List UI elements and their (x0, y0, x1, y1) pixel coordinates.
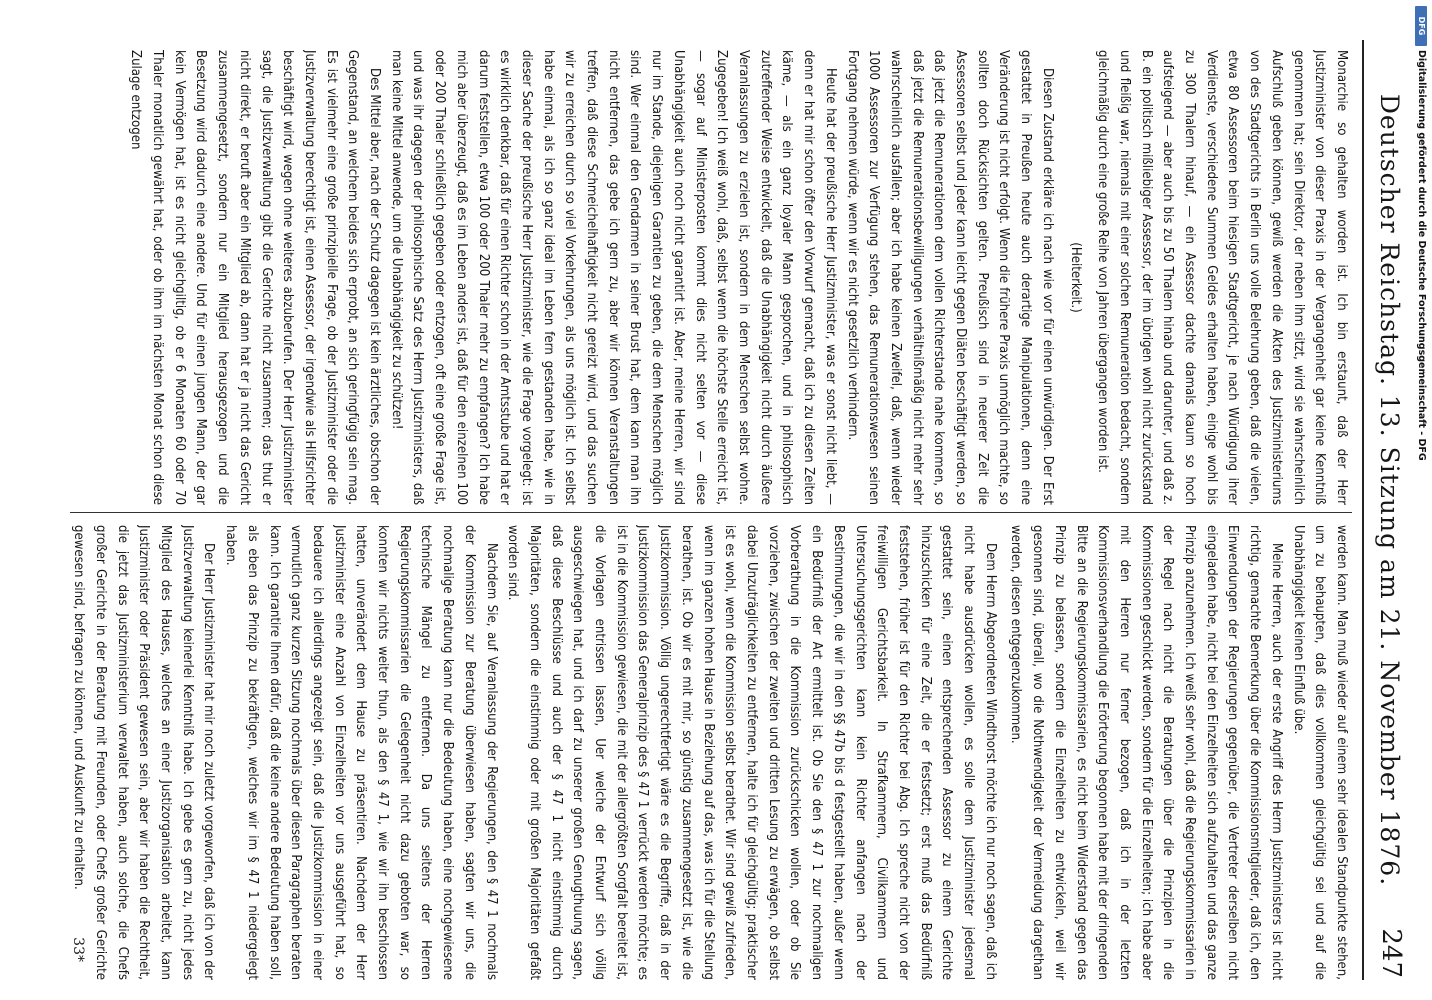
page-title: Deutscher Reichstag. 13. Sitzung am 21. November 1876. (1375, 93, 1404, 887)
sheet-signature: 33* (70, 937, 86, 962)
right-text-column (65, 525, 1352, 980)
dfg-logo-badge (1415, 6, 1427, 46)
column-divider (70, 512, 1352, 513)
paragraph: Meine Herren, auch der erste Angriff des Herrn Justizministers ist nicht richtig, gemachte Bemerkung über die Kommissionsmitglieder, daß ich, den Einwendungen der Regierungen gegenüber, die Vertreter derselben nicht eingeladen habe, nicht bei den Einzelheiten sich aufzuhalten und das ganze Prinzip anzunehmen. Ich weiß sehr wohl, daß die Regierungskommissarien in der Regel nach nicht die Beratungen über die Prinzipien in die Kommissionen geschickt werden, sondern für die Einzelheiten; ich habe aber mit den Herren nur ferner bezogen, daß ich in der letzten Kommissionsverhandlung die Erörterung begonnen habe mit der dringenden Bitte an die Regierungskommissarien, es nicht beim Widerstand gegen das Prinzip zu belassen, sondern die Einzelheiten zu entwickeln, weil wir gesonnen sind, überall, wo die Nothwendigkeit der Vermeidung dargethan werden, diesen entgegenzukommen. (1008, 525, 1284, 980)
digitization-credit-text: Digitalisierung gefördert durch die Deutsche Forschungsgemeinschaft - DFG (1416, 50, 1427, 461)
paragraph: Der Herr Justizminister hat mir noch zuletzt vorgeworfen, daß ich von der Justizverwaltung keinerlei Kenntniß habe. Ich gebe es gern zu, nicht jedes Mitglied des Hauses, welches an einer Justizorganisation arbeitet, kann Justizminister oder Präsident gewesen sein, aber wir haben die Rechtheit, die jetzt das Justizministerium verwaltet haben, auch solche, die Chefs großer Gerichte in der Beratung mit Freunden, oder Chefs großer Gerichte gewesen sind, befragen zu können, und Auskunft zu erhalten. (71, 525, 217, 980)
paragraph: Monarchie so gehalten worden ist. Ich bin erstaunt, daß der Herr Justizminister von dieser Praxis in der Vergangenheit gar keine Kenntniß genommen hat; sein Direktor, der neben ihm sitzt, wird sie wahrscheinlich Aufschluß geben können, gewiß werden die Akten des Justizministeriums von des Stadtgerichts in Berlin uns volle Belehrung geben, daß die vielen, etwa 80 Assessoren beim hiesigen Stadtgericht, je nach Würdigung ihrer Verdienste, verschiedene Summen Geldes erhalten haben, einige wohl bis zu 300 Thalern hinauf, — ein Assessor dachte damals kaum so hoch aufsteigend — aber auch bis zu 50 Thalern hinab und darunter, und daß z. B. ein politisch mißliebiger Assessor, der im übrigen wohl nicht zurückstand und fleißig war, niemals mit einer solchen Remuneration bedacht, sondern gleichmäßig durch eine große Reihe von Jahren übergangen worden ist. (1095, 50, 1349, 505)
dfg-logo-text: DFG (1417, 16, 1426, 36)
page-number: 247 (1376, 928, 1406, 978)
paragraph: Diesen Zustand erkläre ich nach wie vor für einen unwürdigen. Der Erst gestattet in Preußen heute auch derartige Manipulationen, denn eine Veränderung ist nicht erfolgt. Wenn die frühere Praxis unmöglich machte, so sollten doch Rücksichten gelten. Preußisch sind in neuerer Zeit die Assessoren selbst und jeder kann leicht gegen Diäten beschäftigt werden, so daß jetzt die Remunerationen dem vollen Richterstande nahe kommen, so daß jetzt die Remunerationsbewilligungen verhältnißmäßig nicht mehr sehr wahrscheinlich ausfallen; aber ich habe keinen Zweifel, daß, wenn wieder 1000 Assessoren zur Verfügung stehen, das Remunerationswesen seinen Fortgang nehmen würde, wenn wir es nicht gesetzlich verhindern. (844, 50, 1055, 505)
left-text-column (65, 50, 1352, 505)
paragraph: werden kann. Man muß wieder auf einem sehr idealen Standpunkte stehen, um zu behaupten, daß dies vollkommen gleichgültig sei und auf die Unabhängigkeit keinen Einfluß übe. (1290, 525, 1349, 980)
paragraph: Heute hat der preußische Herr Justizminister, was er sonst nicht liebt, — denn er hat mir schon öfter den Vorwurf gemacht, daß ich zu diesen Zeiten käme, — als ein ganz loyaler Mann gesprochen, und in philosophisch zutreffender Weise entwickelt, daß die Unabhängigkeit nicht durch äußere Veranlassungen zu erzielen ist, sondern in dem Menschen selbst wohne. Zugegeben! Ich weiß wohl, daß, selbst wenn die höchste Stelle erreicht ist, — sogar auf Ministerposten kommt dies nicht selten vor — diese Unabhängigkeit auch noch nicht garantirt ist. Aber, meine Herren, wir sind nur im Stande, diejenigen Garantien zu geben, die dem Menschen möglich sind. Wer einmal den Gendarmen in seiner Brust hat, dem kann man ihn nicht entfernen, das gebe ich gern zu, aber wir können Veranstaltungen treffen, daß diese Schmeichelhaftigkeit nicht gereizt wird, und das suchen wir zu erreichen durch so viel Vorkehrungen, als uns möglich ist. Ich selbst habe einmal, als ich so ganz ideal im Leben fern gestanden habe, wie in dieser Sache der preußische Herr Justizminister, wie die Frage vorgelegt: ist es wirklich denkbar, daß für einen Richter schon in der Amtsstube und hat er darum feststellen, etwa 100 oder 200 Thaler mehr zu empfangen? Ich habe mich aber überzeugt, daß es im Leben anders ist, daß für den einzelnen 100 oder 200 Thaler schließlich gegeben oder entzogen, oft eine große Frage ist, und was ihr dagegen der philosophische Satz des Herrn Justizministers, daß man keine Mittel anwende, um die Unabhängigkeit zu schützen! (388, 50, 838, 505)
paragraph: Nachdem Sie, auf Veranlassung der Regierungen, den § 47 1 nochmals der Kommission zur Beratung überwiesen haben, sagten wir uns, die nochmalige Beratung kann nur die Bedeutung haben, eine nochgewiesene technische Mängel zu entfernen. Da uns seitens der Herren Regierungskommissarien die Gelegenheit nicht dazu geboten war, so konnten wir nichts weiter thun, als den § 47 1, wie wir ihn beschlossen hatten, unverändert dem Hause zu präsentiren. Nachdem der Herr Justizminister eine Anzahl von Einzelheiten vor uns ausgeführt hat, so bedauere ich allerdings angezeigt sein, daß die Justizkommission in einer vermutlich ganz kurzen Sitzung nochmals über diesen Paragraphen beraten kann. Ich garantire Ihnen dafür, daß die keine andere Bedeutung haben soll, als eben das Prinzip zu bekräftigen, welches wir im § 47 1 niedergelegt haben. (223, 525, 499, 980)
header-rule (1362, 40, 1364, 980)
interjection-heiterkeit: (Heiterkeit.) (1067, 242, 1083, 313)
digitization-credit (1415, 50, 1427, 950)
paragraph: Dem Herrn Abgeordneten Windthorst möchte ich nur noch sagen, daß ich nicht habe ausdrücken wollen, es solle dem Justizminister jedesmal gestattet sein, einen entsprechenden Assessor zu einem Gerichte hinzuschicken für eine Zeit, die er festsetzt; erst muß das Bedürfniß feststehen, früher ist für den Richter bei Abg. Ich spreche nicht von der freiwilligen Gerichtsbarkeit. In Strafkammern, Civilkammern und Untersuchungsgerichten kann kein Richter anfangen nach der Bestimmungen, die wir in den §§ 47b bis d festgestellt haben, außer wenn ein Bedürfniß der Art ermittelt ist. Ob Sie den § 47 1 zur nochmaligen Vorberathung in die Kommission zurückschicken wollen, oder ob Sie vorziehen, zwischen der zweiten und dritten Lesung zu erwägen, ob selbst dabei Unzuträglichkeiten zu entfernen, halte ich für gleichgültig; praktischer ist es wohl, wenn die Kommission selbst berathet. Wir sind gewiß zufrieden, wenn im ganzen hohen Hause in Beziehung auf das, was ich für die Stellung berathen, ist. Ob wir es mit mir, so günstig zusammengesetzt ist, wie die Justizkommission. Völlig ungerechtfertigt wäre es die Begriffe, daß in der Justizkommission das Generalprinzip des § 47 1 verrückt werden möchte; es ist in die Kommission gewiesen, die mit der allergrößten Sorgfalt bereitet ist, die Vorlagen entrissen lassen, Uer welche der Entwurf sich völlig ausgeschwiegen hat, und ich darf zu unserer großen Genugthuung sagen, daß diese Beschlüsse und auch der § 47 1 nicht einstimmig durch Majoritäten, sondern die einstimmig oder mit großen Majoritäten gefaßt worden sind. (505, 525, 998, 980)
paragraph: Des Mittel aber, nach der Schutz dagegen ist kein ärztliches, obschon der Gegenstand, an welchem beides sich erprobt, an sich geringfügig sein mag. Es ist vielmehr eine große prinzipielle Frage, ob der Justizminister oder die Justizverwaltung berechtigt ist, einen Assessor, der irgendwie als Hilfsrichter beschäftigt wird, wegen ohne weiteres abzuberufen. Der Herr Justizminister sagt, die Justizverwaltung gibt die Gerichte nicht zusammen; das thut er nicht direkt, er beruft aber ein Mitglied ab, dann hat er ja nicht das Gericht zusammengesetzt, sondern nur ein Mitglied herausgezogen und die Besetzung wird dadurch eine andere. Und für einen jungen Mann, der gar kein Vermögen hat, ist es nicht gleichgiltig, ob er 6 Monaten 60 oder 70 Thaler monatlich gewährt hat, oder ob ihm im nächsten Monat schon diese Zulage entzogen (128, 50, 383, 505)
